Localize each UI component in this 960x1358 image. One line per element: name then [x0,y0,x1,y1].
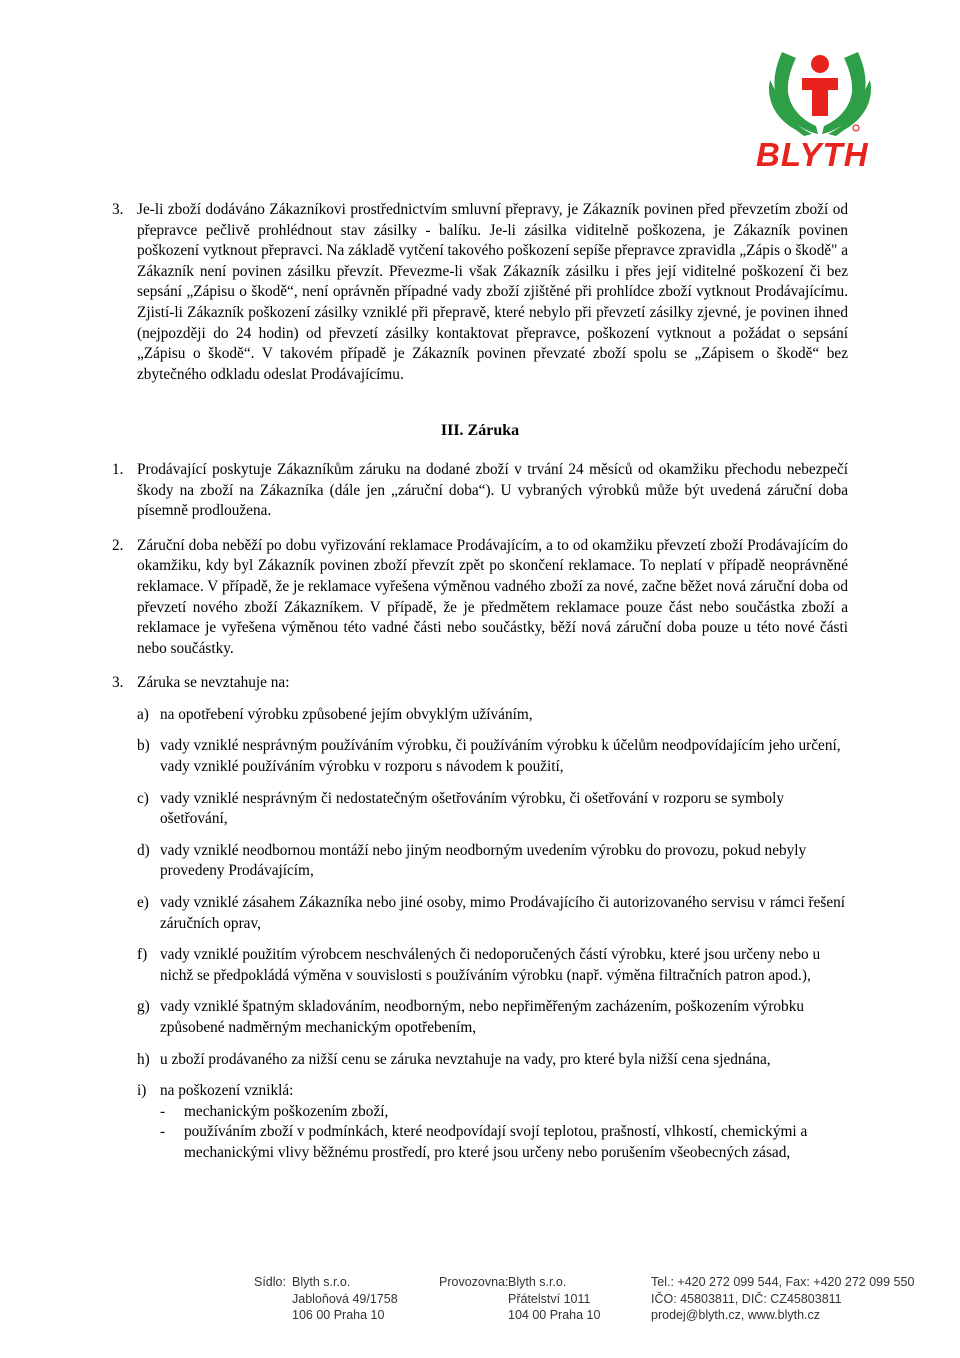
section-title: III. Záruka [440,422,520,440]
paragraph-text: Záruční doba neběží po dobu vyřizování reklamace Prodávajícím, a to od okamžiku převzetí zboží Prodávajícím do okamžiku, kdy byl Zákazník povinen zboží převzít zpět po skončení reklamace. To neplatí v případě neoprávněné reklamace. V případě, že je reklamace vyřešena výměnou vadného zboží za nové, začne běžet nová záruční doba od převzetí nového zboží Zákazníkem. V případě, že je předmětem reklamace pouze část nebo součástka zboží a reklamace je vyřešena výměnou této vadné části nebo součástky, běží nová záruční doba pouze u této nové části nebo součástky. [137,536,848,657]
item-text: na poškození vzniklá: [160,1082,294,1100]
footer-ids: IČO: 45803811, DIČ: CZ45803811 [651,1291,842,1306]
item-letter: f) [137,946,148,964]
footer-line: Přátelství 1011 [508,1291,591,1306]
footer-phone: Tel.: +420 272 099 544, Fax: +420 272 099 550 [651,1275,915,1289]
item-letter: c) [137,789,149,807]
footer-line: Blyth s.r.o. [508,1275,567,1289]
item-letter: b) [137,737,150,755]
paragraph-text: Záruka se nevztahuje na: [137,674,290,692]
footer-sidlo [292,1274,398,1324]
logo-hands-icon [752,40,888,140]
dash-text: používáním zboží v podmínkách, které neodpovídají svojí teplotou, prašností, vlhkostí, chemickými a mechanickými vlivy běžnému prostředí, pro které jsou určeny nebo porušením všeobecných zásad, [184,1123,808,1161]
footer-line: 106 00 Praha 10 [292,1308,385,1322]
warranty-clause-3 [112,673,848,694]
footer-contact [651,1274,914,1324]
item-text: vady vzniklé nesprávným používáním výrobku, či používáním výrobku k účelům neodpovídajícím jeho určení, vady vzniklé používáním výrobku v rozporu s návodem k použití, [160,737,841,776]
paragraph-number: 1. [112,460,124,478]
item-letter: h) [137,1050,150,1068]
item-letter: e) [137,894,149,912]
exclusion-item [137,893,848,934]
paragraph-text: Je-li zboží dodáváno Zákazníkovi prostřednictvím smluvní přepravy, je Zákazník povinen před převzetím zboží od přepravce pečlivě prohlédnout stav zásilky - balíku. Je-li zásilka viditelně poškozena, je Zákazník povinen poškození vytknout přepravci. Na základě vytčení takového poškození sepíše přepravce zpravidla „Zápis o škodě" a Zákazník není povinen zásilku převzít. Převezme-li však Zákazník zásilku i přes její viditelné poškození či bez sepsání „Zápisu o škodě“, není oprávněn případné vady zboží zjištěné při prohlídce zboží vytknout Prodávajícímu. Zjistí-li Zákazník poškození zásilky vzniklé při přepravě, které nebylo při převzetí zásilky zjevné, je povinen ihned (nejpozději do 24 hodin) od převzetí zásilky kontaktovat přepravce, poškození vytknout a požádat o sepsání „Zápisu o škodě“. V takovém případě je Zákazník povinen převzaté zboží spolu se „Zápisem o škodě“ bez zbytečného odkladu odeslat Prodávajícímu. [137,201,848,383]
warranty-clause-1 [112,460,848,522]
paragraph-number: 3. [112,674,124,692]
paragraph-number: 3. [112,201,124,218]
exclusion-item [137,841,848,882]
paragraph-delivery [112,200,848,385]
item-letter: g) [137,998,150,1016]
item-text: vady vzniklé použitím výrobcem neschválených či nedoporučených částí výrobku, které jsou určeny nebo u nichž se předpokládá výměna v souvislosti s používáním výrobku (např. výměna filtračních patron apod.), [160,946,821,984]
item-text: vady vzniklé nesprávným či nedostatečným ošetřováním výrobku, či ošetřování v rozporu se symboly ošetřování, [160,789,785,828]
footer-sidlo-label: Sídlo: [254,1275,286,1289]
item-text: vady vzniklé neodbornou montáží nebo jiným neodborným uvedením výrobku do provozu, pokud nebyly provedeny Prodávajícím, [160,841,807,880]
footer-line: Blyth s.r.o. [292,1275,351,1289]
footer-provozovna [508,1274,600,1324]
footer-line: 104 00 Praha 10 [508,1308,601,1322]
paragraph-number: 2. [112,536,124,554]
dash-text: mechanickým poškozením zboží, [184,1102,389,1120]
company-logo [752,40,888,173]
item-text: na opotřebení výrobku způsobené jejím obvyklým užíváním, [160,705,533,723]
paragraph-text: Prodávající poskytuje Zákazníkům záruku na dodané zboží v trvání 24 měsíců od okamžiku přechodu nebezpečí škody na zboží na Zákazníka (dále jen „záruční doba“). U vybraných výrobků může být uvedená záruční doba písemně prodloužena. [137,460,848,520]
warranty-clause-2 [112,536,848,660]
footer-provozovna-label: Provozovna: [439,1275,509,1289]
dash-item [160,1102,848,1123]
dash-bullet: - [160,1102,166,1120]
footer-email-web: prodej@blyth.cz, www.blyth.cz [651,1308,821,1322]
document-body [112,200,848,1164]
item-letter: d) [137,841,150,859]
item-text: vady vzniklé špatným skladováním, neodborným, nebo nepřiměřeným zacházením, poškozením výrobku způsobené nadměrným mechanickým opotřebením, [160,998,805,1036]
exclusion-item [137,1081,848,1102]
exclusion-item [137,997,848,1038]
item-text: vady vzniklé zásahem Zákazníka nebo jiné osoby, mimo Prodávajícího či autorizovaného servisu v rámci řešení záručních oprav, [160,894,846,932]
exclusion-item [137,705,848,726]
logo-wordmark: BLYTH [756,136,869,173]
exclusion-item [137,945,848,986]
dash-bullet: - [160,1123,166,1141]
exclusion-item [137,736,848,777]
dash-item [160,1122,848,1163]
item-letter: a) [137,705,149,723]
footer-line: Jabloňová 49/1758 [292,1291,398,1306]
item-letter: i) [137,1082,147,1100]
exclusion-item [137,1050,848,1071]
exclusion-item [137,789,848,830]
item-text: u zboží prodávaného za nižší cenu se záruka nevztahuje na vady, pro které byla nižší cena sjednána, [160,1050,771,1068]
